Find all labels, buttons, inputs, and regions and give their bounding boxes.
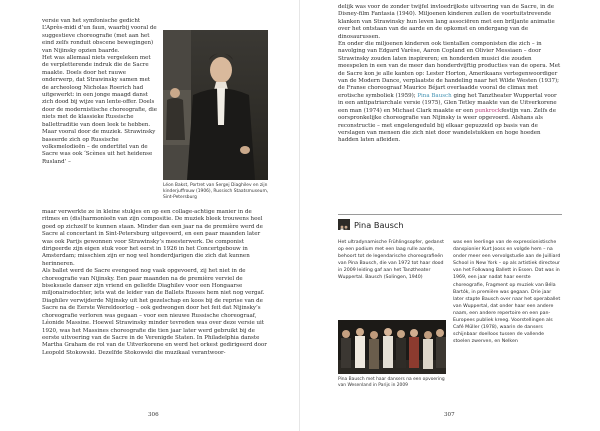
sidebar-right-text: was een leerlinge van de expressionistische danspionier Kurt Jooss en volgde hem – na onder meer een vervolgstudie aan de Juilliard School in New York – op als artistiek directeur van het Folkwang Ballett in Essen. Dat was in 1969, een jaar nadat haar eerste choreografie, Fragment op muziek van Béla Bartók, in première was gegaan. Drie jaar later stapte Bausch over naar het operaballet van Wuppertal, dat onder haar een andere naam, een andere repertoire en een pan-Europees publiek kreeg. Voorstellingen als Café Müller (1978), waarin de dansers schijnbaar doelloos tussen de vallende stoelen zwerven, en Nelken: [453, 240, 561, 345]
right-page: [300, 0, 600, 431]
right-end-text: festijn van. Zelfs de oorspronkelijke choreografie van Nijinsky is weer opgevoerd. Alshans als reconstructie – met engelengeduld bij elkaar gepuzzeld op basis van de verslagen van mensen die zich niet door wandelstukken en hoge hoeden hadden laten afleiden.: [338, 107, 556, 144]
page-number: 306: [148, 412, 159, 418]
pina-bausch-caption: Pina Bausch met haar dansers na een opvoering van Wesenland in Parijs in 2009: [338, 377, 445, 388]
page-number: 307: [444, 412, 455, 418]
painting-caption: Léon Bakst, Portret van Sergej Diaghilev en zijn kinderjuffrouw (1906), Russisch Staatsmuseum, Sint-Petersburg: [163, 183, 269, 200]
right-body-text: [338, 4, 562, 145]
pina-bausch-link[interactable]: Pina Bausch: [417, 92, 452, 99]
pina-bausch-photo: [338, 320, 446, 374]
punkrock-highlight: punkrock: [474, 107, 502, 114]
sidebar-top-rule: [338, 214, 562, 215]
left-body-text: maar verwerkte ze in kleine stukjes en op een collage-achtige manier in de ritmes en (dis)harmonieën van zijn compositie. De muziek bleek trouwens heel goed op zichzelf te kunnen staan. Minder dan een jaar na de première werd de Sacre al concertant in Sint-Petersburg uitgevoerd, en een paar maanden later was ook Parijs gewonnen voor Strawinsky’s meesterwerk. De componist dirigeerde zijn eigen stuk voor het eerst in 1926 in het Concertgebouw in Amsterdam; misschien zijn er nog wel honderdjarigen die zich dat kunnen herinneren. Als ballet werd de Sacre evengoed nog vaak opgevoerd, zij het niet in de choreografie van Nijinsky. Een paar maanden na de première verviel de biseksuele danser zijn vriend en geliefde Diaghilev voor een Hongaarse miljonairsdochter, iets wat de leider van de Ballets Russes hem niet nog vergaf. Diaghilev verwijderde Nijinsky uit het gezelschap en koos bij de reprise van de Sacre na de Eerste Wereldoorlog – ook gedwongen door het feit dat Nijinsky’s choreografie verloren was gegaan – voor een nieuwe Russische choreograaf, Léonide Massine. Hoewel Strawinsky minder tevreden was over deze versie uit 1920, was het Massines choreografie die tien jaar later werd gebruikt bij de eerste uitvoering van de Sacre in de Verenigde Staten. In Philadelphia danste Martha Graham de rol van de Uitverkorene en werd het orkest gedirigeerd door Leopold Stokowski. Dezelfde Stokowski die muzikaal verantwoor-: [42, 209, 267, 356]
right-top-text: delijk was voor de zonder twijfel invloedrijkste uitvoering van de Sacre, in de Disney-film Fantasia (1940). Miljoenen kinderen zullen de voortuitstrevende klanken van Strawinsky hun leven lang associëren met een briljante animatie over het ontstaan van de aarde en de opkomst en ondergang van de dinosaurussen. En onder die miljoenen kinderen ook tientallen componisten die zich – in navolging van Edgard Varèse, Aaron Copland en Olivier Messiaen – door Strawinsky zouden laten inspireren; en honderden musici die zouden meespelen in een van de meer dan honderdvijftig producties van de opera. Met de Sacre kon je alle kanten op: Lester Horton, Amerikaans vertegenwoordiger van de Modern Dance, verplaatste de handeling naar het Wilde Westen (1937); de Franse choreograaf Maurice Béjart overlaadde vooral de climax met erotische symboliek (1959);: [338, 4, 561, 99]
painting-photo: [163, 30, 268, 180]
pina-bausch-thumbnail: [338, 219, 350, 230]
right-mid-text: ging het Tanztheater Wuppertal voor in een antipatriarchale versie (1975), Glen Tetley maakte van de Uitverkorene een man (1974) en Michael Clark maakte er een: [338, 92, 557, 114]
sidebar-left-text: Het ultradynamische Frühlingsopfer, gedanst op een podium met een laag rulle aarde, behoort tot de legendarische choreografieën van Pina Bausch, die van 1972 tot haar dood in 2009 leiding gaf aan het Tanztheater Wuppertal. Bausch (Solingen, 1940): [338, 240, 444, 281]
left-column-text: versie van het symfonische gedicht L’Après-midi d’un faun, waarbij vooral de suggestieve choreografie (met aan het eind zelfs ronduit obscene bewegingen) van Nijinsky opzien baarde. Het was allemaal niets vergeleken met de verpletterende indruk die de Sacre maakte. Doels door het rauwe onderwerp, dat Strawinsky samen met de archeoloog Nicholas Roerich had uitgewerkt: in een jonge maagd danst zich dood bij wijze van lente-offer. Doels door de modernistische choreografie, die niets met de klassieke Russische ballettraditie van doen leek te hebben. Maar vooral door de muziek. Strawinsky baseerde zich op Russische volksmelodieën – de ondertitel van de Sacre was ook ‘Scènes uit het heidense Rusland’ –: [42, 18, 158, 165]
sidebar-title: Pina Bausch: [354, 219, 404, 230]
sidebar-header: [338, 219, 404, 230]
